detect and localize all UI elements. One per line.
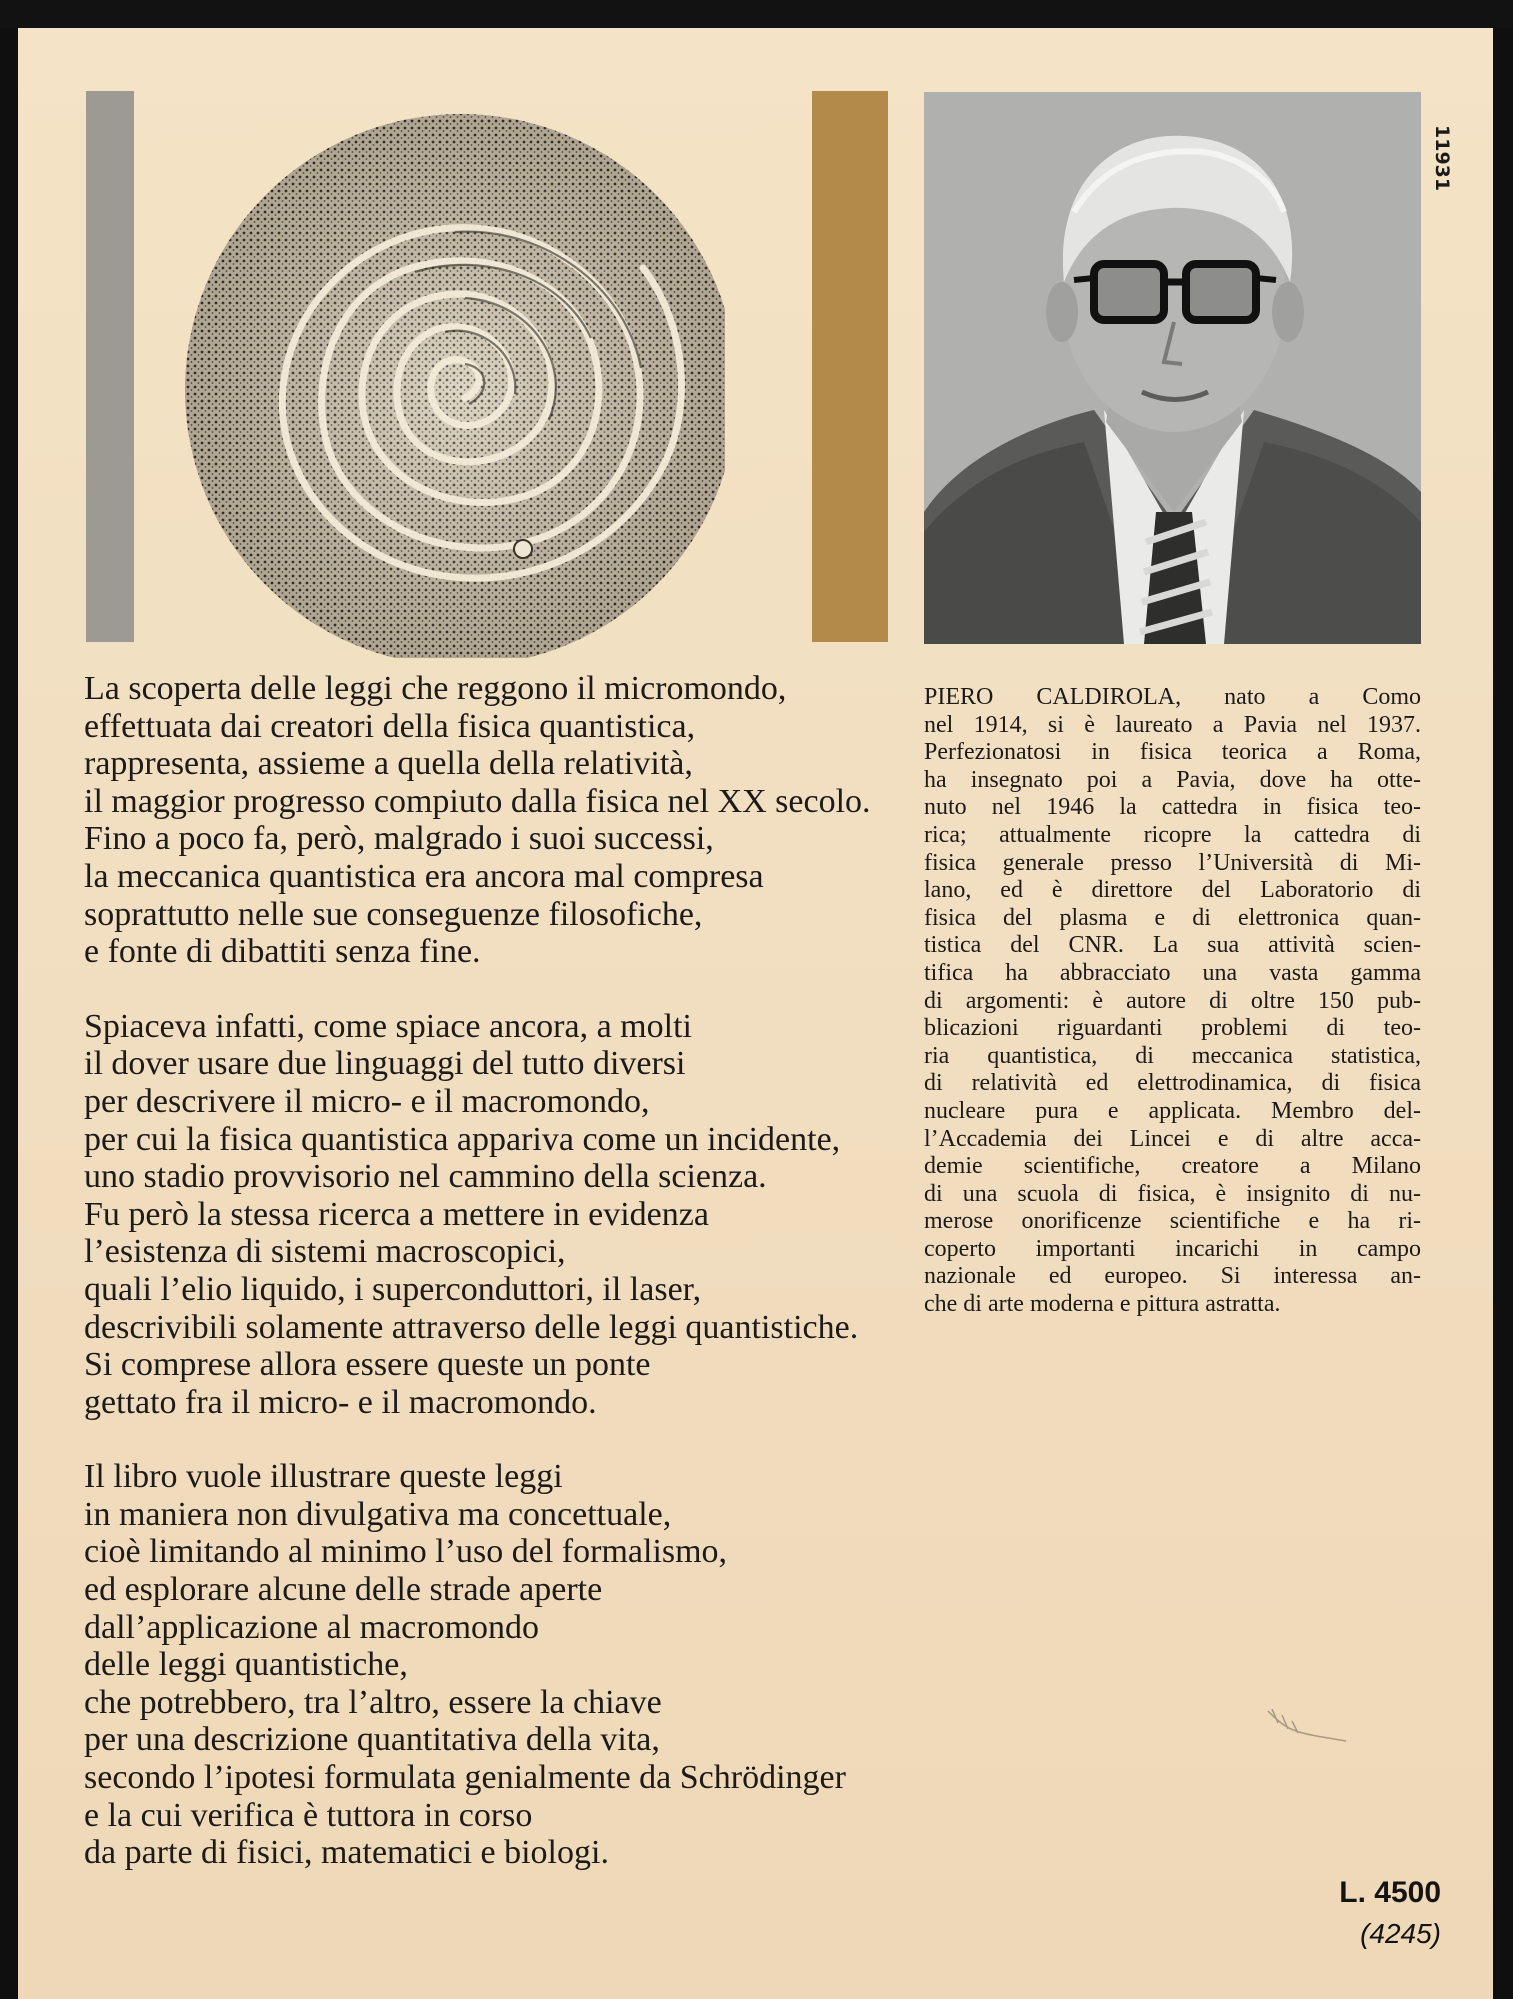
text-line: Fino a poco fa, però, malgrado i suoi successi, bbox=[84, 820, 714, 858]
bio-line: nuto nel 1946 la cattedra in fisica teo- bbox=[924, 794, 1421, 821]
bio-line: PIERO CALDIROLA, nato a Como bbox=[924, 684, 1421, 710]
text-line: per cui la fisica quantistica appariva come un incidente, bbox=[84, 1120, 841, 1158]
text-line: gettato fra il micro- e il macromondo. bbox=[84, 1383, 597, 1421]
bio-line: nel 1914, si è laureato a Pavia nel 1937. bbox=[924, 711, 1421, 738]
paper-scratch-mark bbox=[1262, 1705, 1352, 1745]
price-label: L. 4500 bbox=[1339, 1876, 1441, 1909]
bio-line: blicazioni riguardanti problemi di teo- bbox=[924, 1015, 1421, 1042]
gray-vertical-bar bbox=[86, 91, 134, 642]
text-line: rappresenta, assieme a quella della relatività, bbox=[84, 745, 693, 783]
description-text bbox=[84, 670, 924, 1909]
text-line: l’esistenza di sistemi macroscopici, bbox=[84, 1233, 566, 1271]
gold-vertical-bar bbox=[812, 91, 888, 642]
text-line: da parte di fisici, matematici e biologi. bbox=[84, 1834, 609, 1872]
bio-line: di relatività ed elettrodinamica, di fisica bbox=[924, 1070, 1421, 1097]
bio-line: che di arte moderna e pittura astratta. bbox=[924, 1291, 1281, 1318]
bio-line: rica; attualmente ricopre la cattedra di bbox=[924, 821, 1421, 848]
bio-line: lano, ed è direttore del Laboratorio di bbox=[924, 877, 1421, 904]
spiral-disc-illustration bbox=[165, 98, 725, 658]
bio-line: merose onorificenze scientifiche e ha ri- bbox=[924, 1208, 1421, 1235]
bio-line: nucleare pura e applicata. Membro del- bbox=[924, 1097, 1421, 1124]
text-line: ed esplorare alcune delle strade aperte bbox=[84, 1571, 603, 1609]
text-line: per descrivere il micro- e il macromondo, bbox=[84, 1082, 650, 1120]
text-line: che potrebbero, tra l’altro, essere la chiave bbox=[84, 1683, 662, 1721]
text-line: Si comprese allora essere queste un ponte bbox=[84, 1346, 651, 1384]
text-line: il dover usare due linguaggi del tutto diversi bbox=[84, 1045, 686, 1083]
bio-line: fisica generale presso l’Università di Mi- bbox=[924, 849, 1421, 876]
author-bio bbox=[924, 684, 1421, 1319]
text-line: descrivibili solamente attraverso delle leggi quantistiche. bbox=[84, 1308, 859, 1346]
bio-line: fisica del plasma e di elettronica quan- bbox=[924, 904, 1421, 931]
text-line: la meccanica quantistica era ancora mal compresa bbox=[84, 857, 764, 895]
text-line: per una descrizione quantitativa della vita, bbox=[84, 1721, 660, 1759]
text-line: dall’applicazione al macromondo bbox=[84, 1608, 540, 1646]
text-line: il maggior progresso compiuto dalla fisica nel XX secolo. bbox=[84, 782, 871, 820]
text-line: quali l’elio liquido, i superconduttori, il laser, bbox=[84, 1270, 702, 1308]
bio-line: tistica del CNR. La sua attività scien- bbox=[924, 932, 1421, 959]
bio-line: ha insegnato poi a Pavia, dove ha otte- bbox=[924, 766, 1421, 793]
text-line: in maniera non divulgativa ma concettuale, bbox=[84, 1495, 672, 1533]
product-code: (4245) bbox=[1360, 1918, 1441, 1949]
bio-line: Perfezionatosi in fisica teorica a Roma, bbox=[924, 739, 1421, 766]
text-line: La scoperta delle leggi che reggono il micromondo, bbox=[84, 670, 787, 707]
text-line: Fu però la stessa ricerca a mettere in evidenza bbox=[84, 1195, 709, 1233]
catalog-number: 11931 bbox=[1431, 125, 1453, 192]
bio-line: coperto importanti incarichi in campo bbox=[924, 1235, 1421, 1262]
paragraph-1 bbox=[84, 670, 924, 971]
paragraph-3 bbox=[84, 1458, 924, 1872]
text-line: effettuata dai creatori della fisica quantistica, bbox=[84, 707, 696, 745]
text-line: cioè limitando al minimo l’uso del formalismo, bbox=[84, 1533, 728, 1571]
bio-line: di argomenti: è autore di oltre 150 pub- bbox=[924, 987, 1421, 1014]
bio-line: l’Accademia dei Lincei e di altre acca- bbox=[924, 1125, 1421, 1152]
text-line: delle leggi quantistiche, bbox=[84, 1646, 408, 1684]
text-line: uno stadio provvisorio nel cammino della scienza. bbox=[84, 1158, 767, 1196]
text-line: e fonte di dibattiti senza fine. bbox=[84, 933, 481, 971]
text-line: Il libro vuole illustrare queste leggi bbox=[84, 1458, 563, 1496]
text-line: soprattutto nelle sue conseguenze filosofiche, bbox=[84, 895, 703, 933]
text-line: secondo l’ipotesi formulata genialmente da Schrödinger bbox=[84, 1759, 846, 1797]
bio-line: di una scuola di fisica, è insignito di nu- bbox=[924, 1180, 1421, 1207]
bio-line: tifica ha abbracciato una vasta gamma bbox=[924, 959, 1421, 986]
bio-line: nazionale ed europeo. Si interessa an- bbox=[924, 1263, 1421, 1290]
text-line: e la cui verifica è tuttora in corso bbox=[84, 1796, 533, 1834]
text-line: Spiaceva infatti, come spiace ancora, a molti bbox=[84, 1007, 692, 1045]
paragraph-2 bbox=[84, 1008, 924, 1422]
bio-line: demie scientifiche, creatore a Milano bbox=[924, 1153, 1421, 1180]
author-portrait-photo bbox=[924, 92, 1421, 644]
bio-line: ria quantistica, di meccanica statistica, bbox=[924, 1042, 1421, 1069]
